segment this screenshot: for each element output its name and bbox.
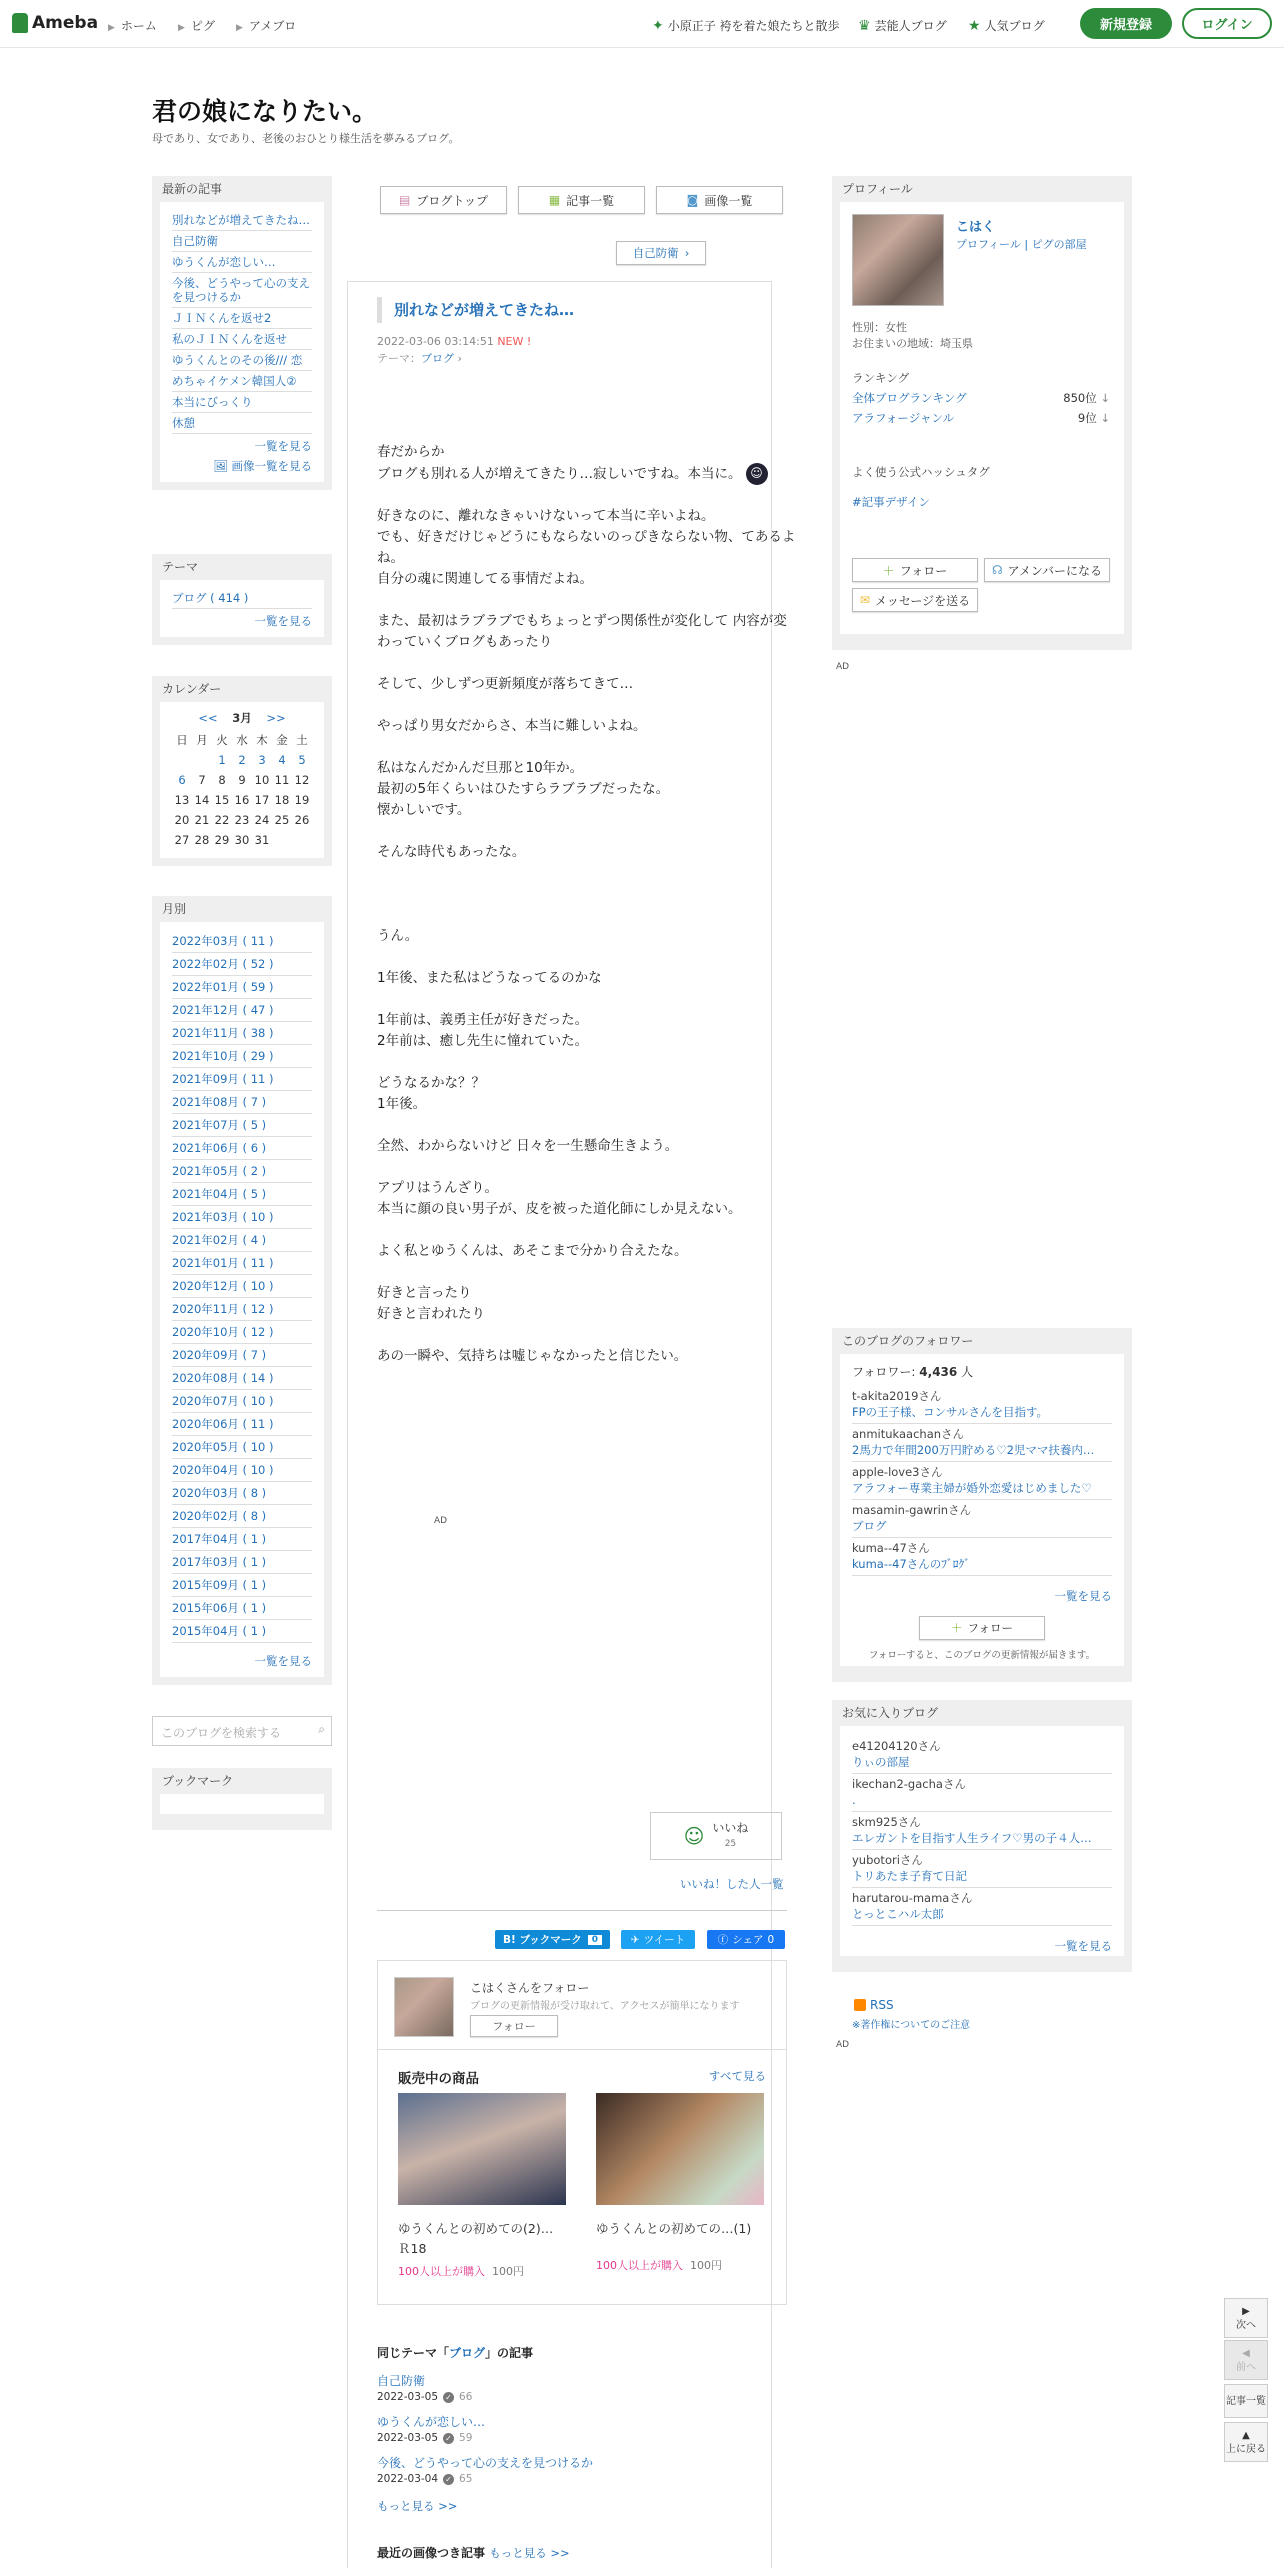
month-archive-item[interactable]: 2017年04月 ( 1 ) (172, 1528, 312, 1551)
favorite-user: skm925さん (852, 1815, 921, 1829)
recent-article-item[interactable]: ゆうくんが恋しい… (172, 252, 312, 273)
recent-article-item[interactable]: 休憩 (172, 413, 312, 434)
rss-link[interactable]: RSS (854, 1998, 894, 2012)
follower-item (852, 1462, 1112, 1500)
follower-blog-link[interactable]: kuma--47さんのﾌﾞﾛｸﾞ (852, 1557, 971, 1571)
month-archive-item[interactable]: 2021年02月 ( 4 ) (172, 1229, 312, 1252)
calendar-day: 23 (234, 813, 250, 827)
chevron-right-icon: ▶ (236, 23, 243, 33)
calendar-day: 22 (214, 813, 230, 827)
same-theme-title[interactable]: 自己防衛 (377, 2374, 426, 2388)
calendar-day: 15 (214, 793, 230, 807)
follower-blog-link[interactable]: FPの王子様、コンサルさんを目指す。 (852, 1405, 1049, 1419)
same-theme-likes: 65 (459, 2473, 473, 2485)
calendar-next[interactable]: >> (266, 711, 286, 725)
theme-more-link[interactable]: 一覧を見る (254, 614, 312, 628)
same-theme-title[interactable]: 今後、どうやって心の支えを見つけるか (377, 2456, 594, 2470)
same-theme-item (377, 2413, 777, 2444)
recent-article-item[interactable]: めちゃイケメン韓国人② (172, 371, 312, 392)
same-theme-meta (377, 2391, 777, 2403)
follow-and-products-card (377, 1960, 787, 2305)
followers-more-link[interactable]: 一覧を見る (1054, 1589, 1112, 1603)
chevron-right-icon: ▶ (178, 23, 185, 33)
month-archive-item[interactable]: 2015年04月 ( 1 ) (172, 1620, 312, 1643)
monthly-heading: 月別 (162, 902, 187, 916)
sparkle-icon: ✦ (652, 17, 664, 34)
blog-title[interactable]: 君の娘になりたい。 (152, 97, 378, 126)
product-card[interactable] (596, 2093, 764, 2273)
products-see-all[interactable]: すべて見る (708, 2069, 766, 2083)
calendar-day: 24 (254, 813, 270, 827)
same-theme-meta (377, 2473, 777, 2485)
month-archive-item[interactable]: 2020年03月 ( 8 ) (172, 1482, 312, 1505)
calendar-day: 25 (274, 813, 290, 827)
follower-item (852, 1500, 1112, 1538)
author-avatar[interactable] (394, 1977, 454, 2037)
tab-image-list[interactable]: ◙ 画像一覧 (656, 186, 783, 214)
like-check-icon: ✓ (443, 2392, 454, 2403)
month-archive-item[interactable]: 2021年04月 ( 5 ) (172, 1183, 312, 1206)
follower-user: t-akita2019さん (852, 1389, 942, 1403)
header-celebrity-link[interactable]: ♛ 芸能人ブログ (858, 17, 947, 34)
article-theme-link[interactable]: ブログ (421, 352, 454, 365)
same-theme-list (377, 2372, 777, 2495)
people-icon: ☊ (991, 563, 1003, 577)
calendar-weekday: 木 (256, 733, 268, 747)
monthly-archive-box (152, 896, 332, 1685)
same-theme-heading: 同じテーマ「ブログ」の記事 (377, 2346, 534, 2360)
plus-icon: ＋ (951, 1621, 963, 1635)
article-meta: 2022-03-06 03:14:51 NEW ! テーマ：ブログ › (377, 335, 532, 365)
calendar-month: 3月 (232, 711, 252, 725)
calendar-heading: カレンダー (162, 682, 222, 696)
calendar-weekday: 金 (276, 733, 288, 747)
bookmark-heading: ブックマーク (162, 1774, 234, 1788)
product-image (596, 2093, 764, 2205)
send-message-button[interactable]: ✉ メッセージを送る (852, 588, 978, 612)
calendar-day: 31 (254, 833, 270, 847)
recent-article-item[interactable]: 今後、どうやって心の支えを見つけるか (172, 273, 312, 308)
calendar-day: 16 (234, 793, 250, 807)
blog-search-input[interactable]: このブログを検索する ⌕ (152, 1716, 332, 1746)
bookmark-box (152, 1768, 332, 1830)
follower-item (852, 1386, 1112, 1424)
follow-button-2[interactable]: ＋ フォロー (919, 1616, 1045, 1640)
calendar-day: 9 (238, 773, 246, 787)
recent-articles-box (152, 176, 332, 490)
followers-box: このブログのフォロワー フォロワー: 4,436 人 t-akita2019さん FPの王子様、コンサルさんを目指す。 anmitukaachanさん 2馬力で年間200万円貯める♡2児ママ扶養内… apple-love3さん アラフォー専業主婦が婚外恋愛はじめました♡ masamin-gawrinさん ブログ kuma--47さん kuma--47さんのﾌﾞﾛｸﾞ 一覧を見る ＋ フォロー フォローすると、このブログの更新情報が届きます。 (832, 1328, 1132, 1682)
arrow-down-icon: ↓ (1100, 411, 1110, 425)
calendar-day-link[interactable]: 5 (298, 753, 306, 767)
chevron-right-icon: ▶ (108, 23, 115, 33)
month-archive-item[interactable]: 2022年02月 ( 52 ) (172, 953, 312, 976)
calendar-day (272, 830, 292, 850)
blog-description: 母であり、女であり、老後のおひとり様生活を夢みるブログ。 (152, 132, 460, 145)
same-theme-meta (377, 2432, 777, 2444)
monthly-more-link[interactable]: 一覧を見る (254, 1654, 312, 1668)
article-date: 2022-03-06 03:14:51 (377, 335, 494, 348)
profile-heading: プロフィール (842, 182, 913, 196)
prev-article-button[interactable]: 自己防衛 › (616, 241, 706, 265)
theme-box (152, 554, 332, 645)
calendar-day: 17 (254, 793, 270, 807)
back-icon: ◀ (1242, 2348, 1250, 2359)
favorite-user: yubotoriさん (852, 1853, 923, 1867)
calendar-weekday: 水 (236, 733, 248, 747)
header-featured-link[interactable]: ✦ 小原正子 袴を着た娘たちと散歩 (652, 17, 840, 34)
crown-icon: ♛ (858, 17, 871, 34)
follower-item (852, 1538, 1112, 1576)
calendar-day: 7 (198, 773, 206, 787)
recent-article-item[interactable]: 別れなどが増えてきたね… (172, 210, 312, 231)
followers-list (852, 1386, 1112, 1576)
image-list-link[interactable]: 🖼 画像一覧を見る (213, 459, 312, 473)
follow-card-title: こはくさんをフォロー (470, 1981, 590, 1995)
facebook-share-button[interactable]: ⓕ シェア 0 (707, 1930, 785, 1949)
recent-articles-list (172, 210, 312, 434)
smile-icon: ☺ (683, 1824, 705, 1848)
like-count: 25 (724, 1839, 737, 1849)
product-name: ゆうくんとの初めての…(1) (596, 2221, 752, 2236)
profile-link[interactable]: プロフィール (956, 238, 1021, 251)
favorite-user: e41204120さん (852, 1739, 941, 1753)
recent-article-item[interactable]: ゆうくんとのその後/// 恋 (172, 350, 312, 371)
profile-area: お住まいの地域：埼玉県 (852, 337, 973, 350)
product-badge: 100人以上が購入 (596, 2259, 683, 2272)
prev-article-nav-button[interactable]: ◀ 前へ (1224, 2340, 1268, 2380)
product-price: 100円 (492, 2265, 524, 2278)
twitter-bird-icon: ✈ (630, 1933, 640, 1946)
camera-icon: ◙ (686, 193, 699, 207)
month-archive-item[interactable]: 2021年08月 ( 7 ) (172, 1091, 312, 1114)
calendar-day: 19 (294, 793, 310, 807)
hatena-bookmark-button[interactable]: B! ブックマーク 0 (495, 1930, 610, 1949)
month-archive-item[interactable]: 2021年11月 ( 38 ) (172, 1022, 312, 1045)
same-theme-date: 2022-03-05 (377, 2432, 439, 2444)
same-theme-item (377, 2372, 777, 2403)
follower-user: apple-love3さん (852, 1465, 943, 1479)
calendar-day (192, 750, 212, 770)
month-archive-item[interactable]: 2020年02月 ( 8 ) (172, 1505, 312, 1528)
article-title[interactable]: 別れなどが増えてきたね… (377, 297, 574, 323)
month-archive-item[interactable]: 2021年05月 ( 2 ) (172, 1160, 312, 1183)
month-archive-item[interactable]: 2021年12月 ( 47 ) (172, 999, 312, 1022)
ameba-logo-icon (12, 13, 28, 33)
month-archive-item[interactable]: 2020年08月 ( 14 ) (172, 1367, 312, 1390)
emoji-face-icon: ☺ (746, 463, 768, 485)
monthly-archive-list (172, 930, 312, 1643)
follower-blog-link[interactable]: ブログ (852, 1519, 887, 1533)
favorites-heading: お気に入りブログ (842, 1706, 939, 1720)
favorite-blog-link[interactable]: エレガントを目指す人生ライフ♡男の子４人… (852, 1831, 1092, 1845)
calendar-day (292, 830, 312, 850)
same-theme-date: 2022-03-04 (377, 2473, 439, 2485)
follow-note: フォローすると、このブログの更新情報が届きます。 (868, 1650, 1096, 1661)
calendar-weekday: 日 (176, 733, 188, 747)
products-heading: 販売中の商品 (398, 2071, 479, 2087)
recent-image-heading: 最近の画像つき記事 もっと見る >> (377, 2546, 570, 2560)
calendar-day: 11 (274, 773, 290, 787)
favorite-blog-link[interactable]: . (852, 1793, 856, 1807)
profile-box: プロフィール こはく プロフィール | ピグの部屋 性別：女性 お住まいの地域：埼玉県 ランキング 全体ブログランキング 850位 ↓ アラフォージャンル 9位 ↓ よく使う公式ハッシュタグ #記事デザイン ＋ フォロー ☊ アメンバーになる ✉ メッセージを送る (832, 176, 1132, 650)
calendar-day: 28 (194, 833, 210, 847)
ameba-logo[interactable]: Ameba (12, 13, 98, 33)
profile-avatar[interactable] (852, 214, 944, 306)
like-button[interactable]: ☺ いいね 25 (650, 1812, 782, 1860)
document-icon: ▦ (548, 193, 561, 207)
new-badge: NEW ! (497, 335, 532, 348)
same-theme-date: 2022-03-05 (377, 2391, 439, 2403)
same-theme-likes: 59 (459, 2432, 473, 2444)
copyright-link[interactable]: ※著作権についてのご注意 (852, 2020, 971, 2031)
month-archive-item[interactable]: 2015年06月 ( 1 ) (172, 1597, 312, 1620)
triangle-up-icon: ▲ (1242, 2430, 1250, 2441)
profile-gender: 性別：女性 (852, 321, 907, 334)
calendar-weekday: 火 (216, 733, 228, 747)
theme-heading: テーマ (162, 560, 199, 574)
follow-card-subtitle: ブログの更新情報が受け取れて、アクセスが簡単になります (470, 2001, 740, 2012)
same-theme-likes: 66 (459, 2391, 473, 2403)
tab-article-list[interactable]: ▦ 記事一覧 (518, 186, 645, 214)
article-ad-label: AD (434, 1516, 448, 1526)
nav-home[interactable]: ▶ ホーム (108, 19, 157, 33)
chevron-right-icon: › (684, 246, 690, 260)
login-button[interactable]: ログイン (1182, 8, 1272, 39)
recent-article-item[interactable]: 本当にびっくり (172, 392, 312, 413)
global-header (0, 0, 1284, 48)
month-archive-item[interactable]: 2022年01月 ( 59 ) (172, 976, 312, 999)
favorite-item (852, 1736, 1112, 1774)
month-archive-item[interactable]: 2021年07月 ( 5 ) (172, 1114, 312, 1137)
product-sub: Ｒ18 (398, 2241, 427, 2256)
month-archive-item[interactable]: 2021年03月 ( 10 ) (172, 1206, 312, 1229)
like-check-icon: ✓ (443, 2474, 454, 2485)
product-name: ゆうくんとの初めての(2)… (398, 2221, 554, 2236)
month-archive-item[interactable]: 2020年11月 ( 12 ) (172, 1298, 312, 1321)
favorite-item (852, 1850, 1112, 1888)
favorite-user: ikechan2-gachaさん (852, 1777, 966, 1791)
theme-item[interactable]: ブログ ( 414 ) (172, 588, 312, 609)
month-archive-item[interactable]: 2022年03月 ( 11 ) (172, 930, 312, 953)
followers-count: 4,436 (919, 1365, 958, 1379)
register-button[interactable]: 新規登録 (1080, 8, 1172, 39)
nav-pig[interactable]: ▶ ピグ (178, 19, 215, 33)
follow-button[interactable]: ＋ フォロー (852, 558, 978, 582)
facebook-icon: ⓕ (717, 1934, 729, 1946)
overall-ranking-link[interactable]: 全体ブログランキング (852, 391, 967, 405)
nav-ameblo[interactable]: ▶ アメブロ (236, 19, 297, 33)
favorite-item (852, 1812, 1112, 1850)
follower-item (852, 1424, 1112, 1462)
favorites-more-link[interactable]: 一覧を見る (1054, 1939, 1112, 1953)
calendar-day: 8 (218, 773, 226, 787)
calendar-day-link[interactable]: 1 (218, 753, 226, 767)
envelope-icon: ✉ (859, 593, 870, 607)
calendar-day: 20 (174, 813, 190, 827)
star-icon: ★ (968, 17, 981, 34)
favorite-blog-link[interactable]: りぃの部屋 (852, 1755, 910, 1769)
calendar-day: 10 (254, 773, 270, 787)
article-body: 春だからか ブログも別れる人が増えてきたり…寂しいですね。本当に。 ☺ 好きなのに、離れなきゃいけないって本当に辛いよね。 でも、好きだけじゃどうにもならないのっぴきならない物、てあるよね。 自分の魂に関連してる事情だよね。 また、最初はラブラブでもちょっとずつ関係性が変化して 内容が変わっていくブログもあったり そして、少しずつ更新頻度が落ちてきて… やっぱり男女だからさ、本当に難しいよね。 私はなんだかんだ旦那と10年か。 最初の5年くらいはひたすらラブラブだったな。 懐かしいです。 そんな時代もあったな。 うん。 1年後、また私はどうなってるのかな 1年前は、義勇主任が好きだった。 2年前は、癒し先生に憧れていた。 どうなるかな？？ 1年後。 全然、わからないけど 日々を一生懸命生きよう。 アプリはうんざり。 本当に顔の良い男子が、皮を被った道化師にしか見えない。 よく私とゆうくんは、あそこまで分かり合えたな。 好きと言ったり 好きと言われたり あの一瞬や、気持ちは嘘じゃなかったと信じたい。 (377, 444, 796, 1364)
product-image (398, 2093, 566, 2205)
favorite-item (852, 1888, 1112, 1926)
calendar-day: 14 (194, 793, 210, 807)
product-card[interactable] (398, 2093, 566, 2279)
calendar-day: 30 (234, 833, 250, 847)
follower-user: masamin-gawrinさん (852, 1503, 972, 1517)
month-archive-item[interactable]: 2021年10月 ( 29 ) (172, 1045, 312, 1068)
calendar-prev[interactable]: << (198, 711, 218, 725)
favorite-blogs-box (832, 1700, 1132, 1972)
recent-more-link[interactable]: 一覧を見る (254, 439, 312, 453)
rss-icon (854, 1999, 866, 2011)
hashtag-heading: よく使う公式ハッシュタグ (852, 465, 990, 479)
follower-blog-link[interactable]: 2馬力で年間200万円貯める♡2児ママ扶養内… (852, 1443, 1095, 1457)
same-theme-title[interactable]: ゆうくんが恋しい… (377, 2415, 486, 2429)
calendar-weekday: 土 (296, 733, 308, 747)
follower-user: anmitukaachanさん (852, 1427, 965, 1441)
product-badge: 100人以上が購入 (398, 2265, 485, 2278)
like-check-icon: ✓ (443, 2433, 454, 2444)
calendar-day: 13 (174, 793, 190, 807)
recent-article-item[interactable]: 自己防衛 (172, 231, 312, 252)
calendar-day-link[interactable]: 2 (238, 753, 246, 767)
image-icon: 🖼 (213, 459, 232, 473)
favorite-item (852, 1774, 1112, 1812)
calendar-day: 26 (294, 813, 310, 827)
calendar-day (172, 750, 192, 770)
profile-name[interactable]: こはく (956, 220, 996, 235)
follow-card-button[interactable]: フォロー (470, 2015, 558, 2037)
profile-ad-label: AD (836, 662, 850, 672)
recent-article-item[interactable]: ＪＩＮくんを返せ2 (172, 308, 312, 329)
month-archive-item[interactable]: 2021年01月 ( 11 ) (172, 1252, 312, 1275)
play-icon: ▶ (1242, 2306, 1250, 2317)
tab-blog-top[interactable]: ▤ ブログトップ (380, 186, 507, 214)
arrow-down-icon: ↓ (1100, 391, 1110, 405)
calendar-day: 27 (174, 833, 190, 847)
ranking-heading: ランキング (852, 371, 910, 385)
next-article-button[interactable]: ▶ 次へ (1224, 2298, 1268, 2338)
month-archive-item[interactable]: 2020年07月 ( 10 ) (172, 1390, 312, 1413)
favorites-list (852, 1736, 1112, 1926)
month-archive-item[interactable]: 2020年10月 ( 12 ) (172, 1321, 312, 1344)
calendar-day: 18 (274, 793, 290, 807)
calendar-day-link[interactable]: 4 (278, 753, 286, 767)
calendar-day-link[interactable]: 6 (178, 773, 186, 787)
hashtag-link[interactable]: #記事デザイン (852, 495, 930, 509)
follower-user: kuma--47さん (852, 1541, 930, 1555)
article-list-button[interactable]: 記事一覧 (1224, 2384, 1268, 2418)
month-archive-item[interactable]: 2020年09月 ( 7 ) (172, 1344, 312, 1367)
calendar-day: 29 (214, 833, 230, 847)
month-archive-item[interactable]: 2020年05月 ( 10 ) (172, 1436, 312, 1459)
same-theme-more[interactable]: もっと見る >> (377, 2499, 458, 2513)
favorite-blog-link[interactable]: トリあたま子育て日記 (852, 1869, 967, 1883)
calendar-day-link[interactable]: 3 (258, 753, 266, 767)
month-archive-item[interactable]: 2020年04月 ( 10 ) (172, 1459, 312, 1482)
header-popular-link[interactable]: ★ 人気ブログ (968, 17, 1045, 34)
recent-article-item[interactable]: 私のＪＩＮくんを返せ (172, 329, 312, 350)
recent-articles-heading: 最新の記事 (162, 182, 223, 196)
follower-blog-link[interactable]: アラフォー専業主婦が婚外恋愛はじめました♡ (852, 1481, 1092, 1495)
followers-heading: このブログのフォロワー (842, 1334, 974, 1348)
calendar-weekday: 月 (196, 733, 208, 747)
page-icon: ▤ (399, 193, 411, 207)
plus-icon: ＋ (882, 563, 895, 578)
month-archive-item[interactable]: 2021年09月 ( 11 ) (172, 1068, 312, 1091)
search-icon[interactable]: ⌕ (318, 1722, 325, 1736)
bottom-ad-label: AD (836, 2040, 850, 2050)
same-theme-item (377, 2454, 777, 2485)
amember-button[interactable]: ☊ アメンバーになる (984, 558, 1110, 582)
favorite-user: harutarou-mamaさん (852, 1891, 973, 1905)
pig-room-link[interactable]: ピグの部屋 (1031, 238, 1087, 251)
scroll-top-button[interactable]: ▲ 上に戻る (1224, 2422, 1268, 2462)
calendar-day: 12 (294, 773, 310, 787)
month-archive-item[interactable]: 2017年03月 ( 1 ) (172, 1551, 312, 1574)
month-archive-item[interactable]: 2021年06月 ( 6 ) (172, 1137, 312, 1160)
favorite-blog-link[interactable]: とっとこハル太郎 (852, 1907, 944, 1921)
calendar-day: 21 (194, 813, 210, 827)
product-price: 100円 (690, 2259, 722, 2272)
calendar-box (152, 676, 332, 866)
calendar-grid (172, 730, 312, 850)
tweet-button[interactable]: ✈ ツイート (621, 1930, 695, 1949)
month-archive-item[interactable]: 2020年06月 ( 11 ) (172, 1413, 312, 1436)
month-archive-item[interactable]: 2015年09月 ( 1 ) (172, 1574, 312, 1597)
month-archive-item[interactable]: 2020年12月 ( 10 ) (172, 1275, 312, 1298)
like-list-link[interactable]: いいね！した人一覧 (680, 1877, 784, 1891)
genre-ranking-link[interactable]: アラフォージャンル (852, 411, 955, 425)
